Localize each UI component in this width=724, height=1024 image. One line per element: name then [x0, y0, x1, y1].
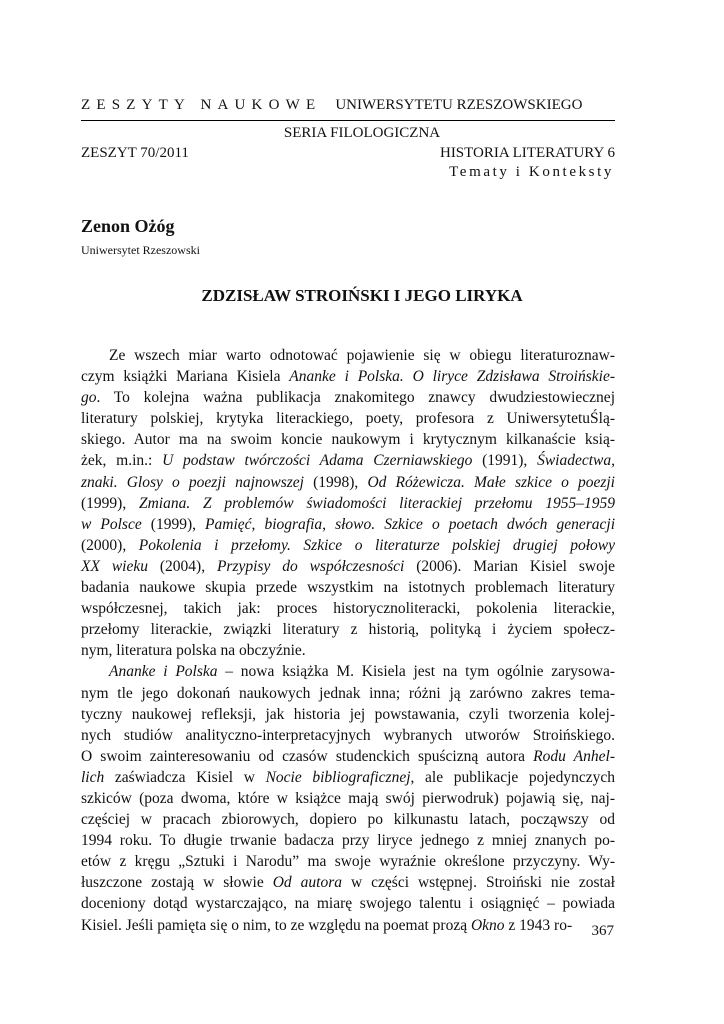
text-line: [81, 809, 615, 830]
text-segment: żek, m.in.:: [81, 452, 163, 470]
text-line: [81, 851, 615, 872]
italic-title: znaki. Glosy o poezji najnowszej: [81, 473, 304, 491]
section-name: HISTORIA LITERATURY 6: [439, 145, 615, 161]
text-segment: z 1943 ro-: [504, 916, 573, 934]
text-segment: przełomy literackie, związki literatury z historią, polityką i życiem społecz-: [81, 621, 615, 639]
paragraph-1: [81, 345, 615, 661]
text-segment: w części wstępnej. Stroiński nie został: [342, 874, 615, 892]
text-segment: (1998),: [303, 473, 368, 491]
text-line: [81, 514, 615, 535]
text-segment: (2004),: [147, 557, 217, 575]
text-line: [81, 366, 615, 387]
text-segment: czym książki Mariana Kisiela: [81, 368, 290, 386]
italic-title: Ananke i Polska: [109, 663, 218, 681]
text-segment: (1991),: [472, 452, 538, 470]
page-number: 367: [591, 923, 614, 939]
text-line: [81, 830, 615, 851]
text-segment: O swoim zainteresowaniu od czasów studenckich spuścizną autora: [81, 747, 534, 765]
text-line: [81, 767, 615, 788]
text-segment: szkiców (poza dwoma, które w książce mają swój pierwodruk) pojawią się, naj-: [81, 789, 615, 807]
italic-title: Pokolenia i przełomy. Szkice o literaturze polskiej drugiej połowy: [138, 536, 616, 554]
text-segment: nym tle jego dokonań naukowych jednak inna; różni ją zarówno zakres tema-: [81, 684, 615, 702]
series-name: SERIA FILOLOGICZNA: [283, 125, 441, 141]
text-segment: (2006). Marian Kisiel swoje: [404, 557, 615, 575]
italic-title: Okno: [470, 916, 505, 934]
text-segment: literatury polskiej, krytyka literackiego, poety, profesora z UniwersytetuŚlą-: [81, 410, 615, 428]
text-segment: zaświadcza Kisiel w: [104, 768, 266, 786]
article-body: [81, 345, 615, 936]
italic-title: Przypisy do współczesności: [216, 557, 405, 575]
text-segment: współczesnej, takich jak: proces historycznoliteracki, pokolenia literackie,: [81, 600, 615, 618]
text-line: [81, 472, 615, 493]
text-line: [81, 915, 615, 936]
italic-title: Od autora: [272, 874, 342, 892]
text-line: [81, 746, 615, 767]
text-line: [81, 493, 615, 514]
text-segment: łuszczone zostają w słowie: [81, 874, 273, 892]
italic-title: Od Różewicza. Małe szkice o poezji: [367, 473, 615, 491]
text-segment: Ze wszech miar warto odnotować pojawienie się w obiegu literaturoznaw-: [109, 347, 615, 364]
italic-title: U podstaw twórczości Adama Czerniawskiego: [162, 452, 473, 470]
text-line: [81, 704, 615, 725]
italic-title: Zmiana. Z problemów świadomości literackiej przełomu 1955–1959: [138, 494, 615, 512]
italic-title: Nocie bibliograficznej: [265, 768, 411, 786]
author-affiliation: Uniwersytet Rzeszowski: [81, 243, 200, 257]
author-name: Zenon Ożóg: [81, 216, 175, 236]
text-line: [81, 872, 615, 893]
text-segment: – nowa książka M. Kisiela jest na tym ogólnie zarysowa-: [217, 663, 615, 681]
text-line: [81, 345, 615, 366]
italic-title: Rodu Anhel-: [533, 747, 615, 765]
italic-title: w Polsce: [81, 515, 142, 533]
journal-header: [81, 97, 582, 114]
text-segment: . To kolejna ważna publikacja znakomitego znawcy dwudziestowiecznej: [96, 389, 615, 407]
issue-number: ZESZYT 70/2011: [81, 145, 189, 161]
text-segment: badania naukowe skupia przede wszystkim na istotnych problemach literatury: [81, 579, 615, 597]
text-line: [81, 556, 615, 577]
italic-title: lich: [81, 768, 105, 786]
text-segment: etów z kręgu „Sztuki i Narodu” ma swoje wyraźnie określone przyczyny. Wy-: [81, 853, 615, 871]
text-line: [81, 788, 615, 809]
paragraph-2: [81, 661, 615, 935]
italic-title: Ananke i Polska. O liryce Zdzisława Stroińskie-: [289, 368, 615, 386]
text-line: [81, 577, 615, 598]
header-rule: [81, 120, 615, 121]
text-segment: (1999),: [141, 515, 206, 533]
italic-title: Pamięć, biografia, słowo. Szkice o poetach dwóch generacji: [205, 515, 615, 533]
subsection-name: Tematy i Konteksty: [449, 164, 614, 180]
text-line: [81, 450, 615, 471]
text-line: [81, 683, 615, 704]
text-segment: (2000),: [81, 536, 139, 554]
text-segment: , ale publikacje pojedynczych: [410, 768, 615, 786]
italic-title: go: [81, 389, 97, 407]
text-segment: 1994 roku. To długie trwanie badacza przy liryce jednego z mniej znanych po-: [81, 832, 615, 850]
text-line: [81, 429, 615, 450]
text-line: [81, 640, 615, 661]
italic-title: XX wieku: [81, 557, 148, 575]
article-title: ZDZISŁAW STROIŃSKI I JEGO LIRYKA: [201, 286, 523, 305]
text-segment: skiego. Autor ma na swoim koncie naukowym i krytycznym kilkanaście ksią-: [81, 431, 615, 449]
text-segment: nym, literatura polska na obczyźnie.: [81, 642, 306, 660]
text-segment: częściej w pracach zbiorowych, dopiero po kilkunastu latach, począwszy od: [81, 811, 615, 829]
text-line: [81, 598, 615, 619]
journal-name-rest: UNIWERSYTETU RZESZOWSKIEGO: [335, 97, 583, 113]
text-line: [81, 661, 615, 682]
text-line: [81, 619, 615, 640]
text-line: [81, 893, 615, 914]
text-line: [81, 408, 615, 429]
journal-name-spaced: ZESZYTY NAUKOWE: [81, 97, 322, 113]
text-segment: tyczny naukowej refleksji, jak historia jej powstawania, czyli tworzenia kolej-: [81, 705, 615, 723]
text-segment: doceniony dotąd wystarczająco, na miarę swojego talentu i osiągnięć – powiada: [81, 895, 615, 913]
text-segment: (1999),: [81, 494, 139, 512]
text-segment: nych studiów analityczno-interpretacyjnych wybranych utworów Stroińskiego.: [81, 726, 615, 744]
text-line: [81, 387, 615, 408]
italic-title: Świadectwa,: [537, 452, 615, 470]
text-line: [81, 725, 615, 746]
text-segment: Kisiel. Jeśli pamięta się o nim, to ze względu na poemat prozą: [81, 916, 471, 934]
text-line: [81, 535, 615, 556]
